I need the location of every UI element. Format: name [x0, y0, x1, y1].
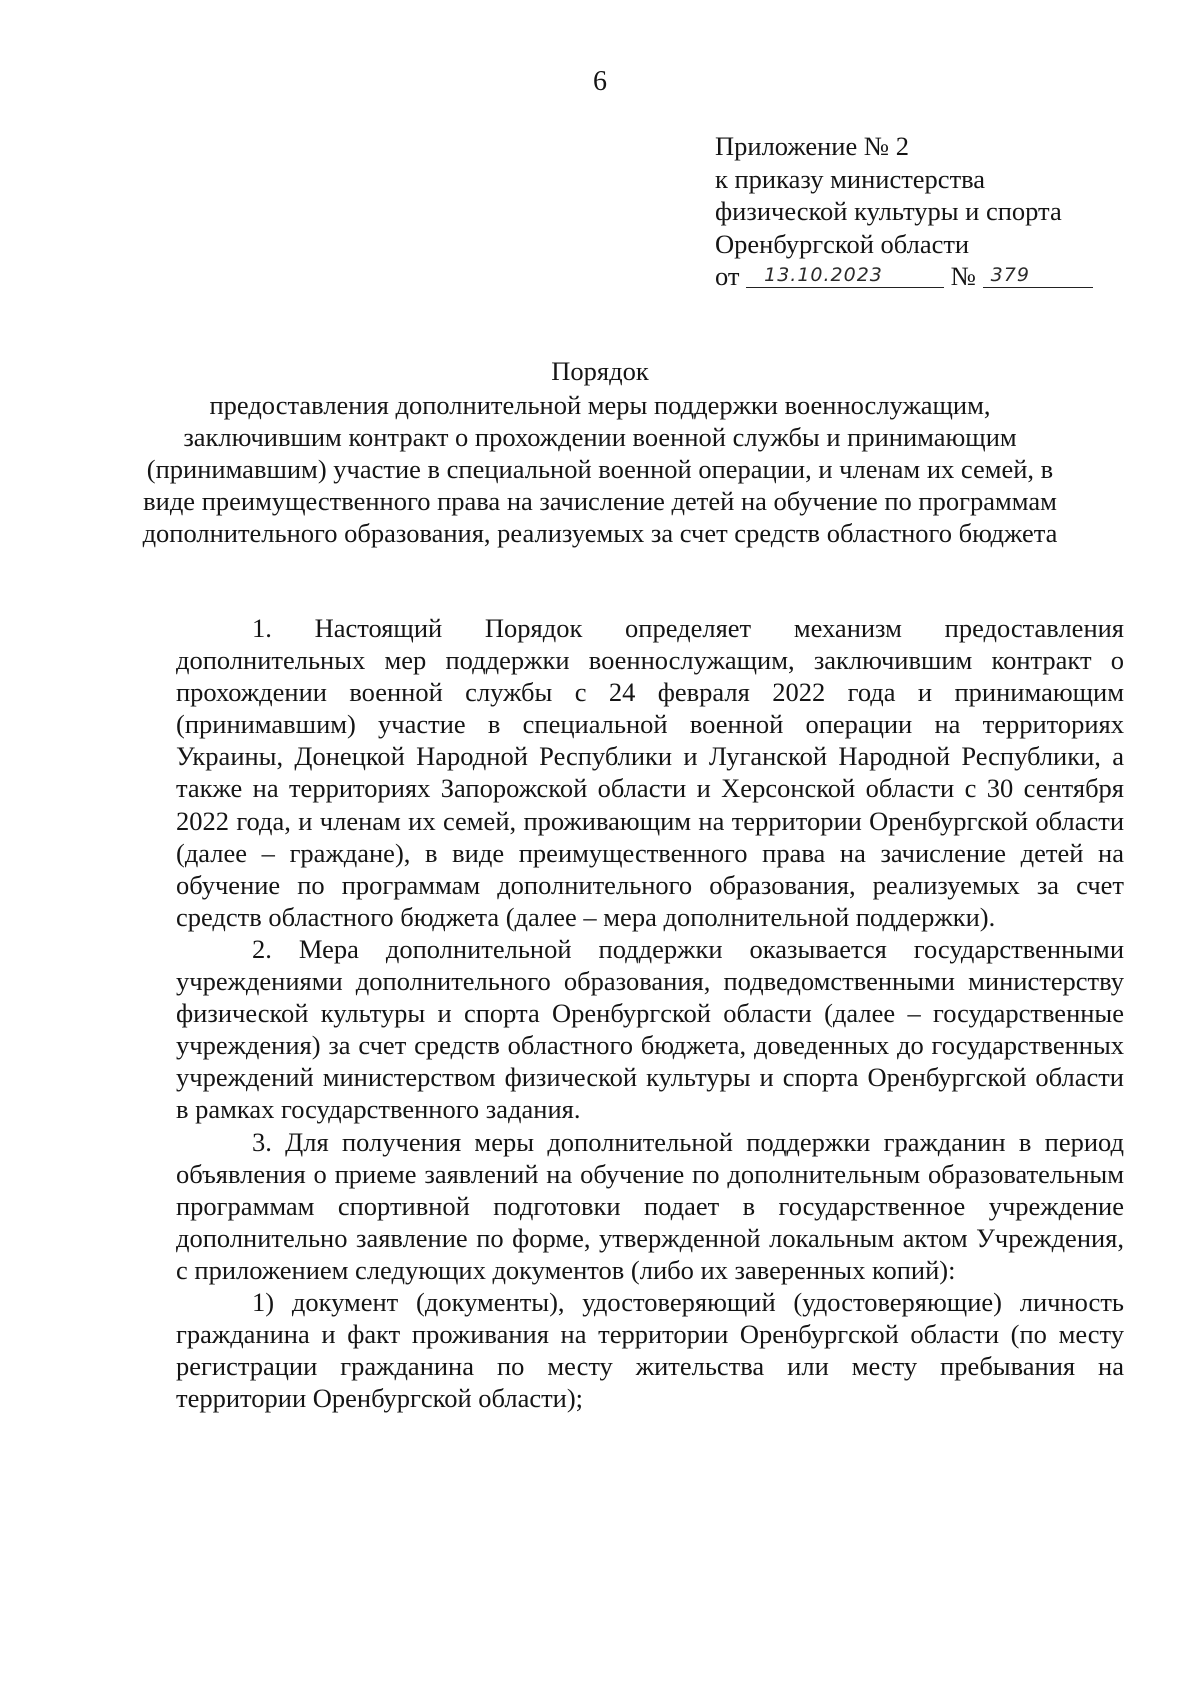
paragraph-2: 2. Мера дополнительной поддержки оказывается государственными учреждениями дополнительного образования, подведомственными министерству физической культуры и спорта Оренбургской области (далее – государственные учреждения) за счет средств областного бюджета, доведенных до государственных учреждений министерством физической культуры и спорта Оренбургской области в рамках государственного задания. [176, 933, 1124, 1125]
appendix-header [715, 130, 1155, 293]
document-title [140, 355, 1060, 549]
title-heading: Порядок [551, 356, 649, 386]
number-sign: № [950, 261, 977, 291]
date-field [746, 264, 944, 288]
title-subtitle: предоставления дополнительной меры поддержки военнослужащим, заключившим контракт о прохождении военной службы и принимающим (принимавшим) участие в специальной военной операции, и членам их семей, в виде преимущественного права на зачисление детей на обучение по программам дополнительного образования, реализуемых за счет средств областного бюджета [142, 390, 1058, 548]
paragraph-3: 3. Для получения меры дополнительной поддержки гражданин в период объявления о приеме заявлений на обучение по дополнительным образовательным программам спортивной подготовки подает в государственное учреждение дополнительно заявление по форме, утвержденной локальным актом Учреждения, с приложением следующих документов (либо их заверенных копий): [176, 1126, 1124, 1285]
appendix-region-line: Оренбургской области [715, 228, 970, 259]
paragraph-1: 1. Настоящий Порядок определяет механизм предоставления дополнительных мер поддержки военнослужащим, заключившим контракт о прохождении военной службы с 24 февраля 2022 года и принимающим (принимавшим) участие в специальной военной операции на территориях Украины, Донецкой Народной Республики и Луганской Народной Республики, а также на территориях Запорожской области и Херсонской области с 30 сентября 2022 года, и членам их семей, проживающим на территории Оренбургской области (далее – граждане), в виде преимущественного права на зачисление детей на обучение по программам дополнительного образования, реализуемых за счет средств областного бюджета (далее – мера дополнительной поддержки). [176, 613, 1124, 932]
document-body [176, 612, 1124, 1414]
page-number: 6 [593, 66, 607, 97]
appendix-title: Приложение № 2 [715, 131, 910, 161]
handwritten-date: 13.10.2023 [764, 264, 883, 286]
appendix-ministry-line: физической культуры и спорта [715, 196, 1062, 226]
handwritten-number: 379 [990, 264, 1030, 286]
appendix-order-line: к приказу министерства [715, 163, 986, 194]
paragraph-3-item-1: 1) документ (документы), удостоверяющий (удостоверяющие) личность гражданина и факт проживания на территории Оренбургской области (по месту регистрации гражданина по месту жительства или месту пребывания на территории Оренбургской области); [176, 1286, 1124, 1414]
date-prefix: от [715, 261, 740, 291]
appendix-date-number-line [715, 260, 1155, 293]
number-field [983, 264, 1093, 288]
